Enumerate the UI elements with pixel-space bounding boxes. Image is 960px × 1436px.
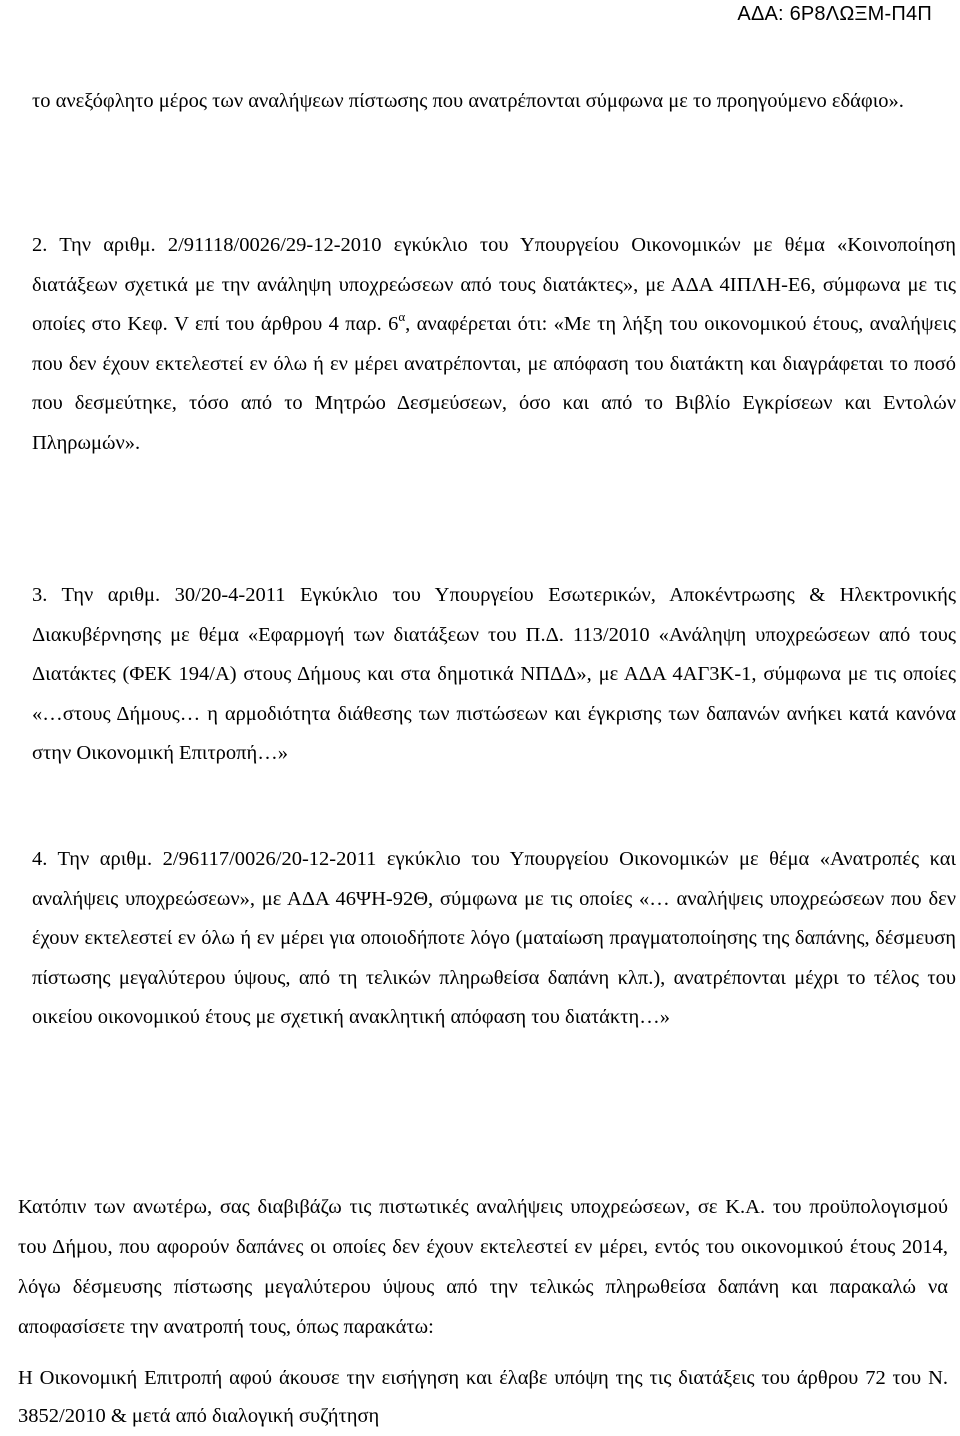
paragraph-previous-continuation bbox=[32, 82, 956, 122]
paragraph-text: 3. Την αριθμ. 30/20-4-2011 Εγκύκλιο του Υπουργείου Εσωτερικών, Αποκέντρωσης & Ηλεκτρονικής Διακυβέρνησης με θέμα «Εφαρμογή των διατάξεων του Π.Δ. 113/2010 «Ανάληψη υποχρεώσεων από τους Διατάκτες (ΦΕΚ 194/Α) στους Δήμους και στα δημοτικά ΝΠΔΔ», με ΑΔΑ 4ΑΓ3Κ-1, σύμφωνα με τις οποίες «…στους Δήμους… η αρμοδιότητα διάθεσης των πιστώσεων και έγκρισης των δαπανών ανήκει κατά κανόνα στην Οικονομική Επιτροπή…» bbox=[32, 584, 956, 765]
paragraph-committee bbox=[18, 1359, 948, 1435]
paragraph-item-2 bbox=[32, 226, 956, 464]
paragraph-text: το ανεξόφλητο μέρος των αναλήψεων πίστωσης που ανατρέπονται σύμφωνα με το προηγούμενο εδάφιο». bbox=[32, 90, 904, 112]
paragraph-item-3 bbox=[32, 576, 956, 774]
ada-code-header: ΑΔΑ: 6Ρ8ΛΩΞΜ-Π4Π bbox=[737, 3, 932, 25]
paragraph-text-part: 2. Την αριθμ. 2/91118/0026/29-12-2010 εγκύκλιο του Υπουργείου Οικονομικών με θέμα «Κοινοποίηση διατάξεων σχετικά με την ανάληψη υποχρεώσεων από τους διατάκτες», με ΑΔΑ 4ΙΠΛΗ-Ε6, σύμφωνα με τις οποίες στο Κεφ. V επί του άρθρου 4 παρ. 6 bbox=[32, 234, 956, 336]
paragraph-item-4 bbox=[32, 840, 956, 1038]
paragraph-text bbox=[32, 226, 956, 464]
paragraph-proposal bbox=[18, 1187, 948, 1347]
paragraph-text: Η Οικονομική Επιτροπή αφού άκουσε την εισήγηση και έλαβε υπόψη της τις διατάξεις του άρθρου 72 του Ν. 3852/2010 & μετά από διαλογική συζήτηση bbox=[18, 1367, 948, 1427]
paragraph-text-part: , αναφέρεται ότι: «Με τη λήξη του οικονομικού έτους, αναλήψεις που δεν έχουν εκτελεστεί εν όλω ή εν μέρει ανατρέπονται, με απόφαση του διατάκτη και διαγράφεται το ποσό που δεσμεύτηκε, τόσο από το Μητρώο Δεσμεύσεων, όσο και από το Βιβλίο Εγκρίσεων και Εντολών Πληρωμών». bbox=[32, 313, 956, 454]
paragraph-text: 4. Την αριθμ. 2/96117/0026/20-12-2011 εγκύκλιο του Υπουργείου Οικονομικών με θέμα «Ανατροπές και αναλήψεις υποχρεώσεων», με ΑΔΑ 46ΨΗ-92Θ, σύμφωνα με τις οποίες «… αναλήψεις υποχρεώσεων που δεν έχουν εκτελεστεί εν όλω ή εν μέρει για οποιοδήποτε λόγο (ματαίωση πραγματοποίησης της δαπάνης, δέσμευση πίστωσης μεγαλύτερου ύψους, από τη τελικών πληρωθείσα δαπάνη κλπ.), ανατρέπονται μέχρι το τέλος του οικείου οικονομικού έτους με σχετική ανακλητική απόφαση του διατάκτη…» bbox=[32, 848, 956, 1029]
paragraph-text: Κατόπιν των ανωτέρω, σας διαβιβάζω τις πιστωτικές αναλήψεις υποχρεώσεων, σε Κ.Α. του προϋπολογισμού του Δήμου, που αφορούν δαπάνες οι οποίες δεν έχουν εκτελεστεί εν μέρει, εντός του οικονομικού έτους 2014, λόγω δέσμευσης πίστωσης μεγαλύτερου ύψους από την τελικώς πληρωθείσα δαπάνη και παρακαλώ να αποφασίσετε την ανατροπή τους, όπως παρακάτω: bbox=[18, 1196, 948, 1338]
superscript-alpha: α bbox=[398, 309, 406, 325]
